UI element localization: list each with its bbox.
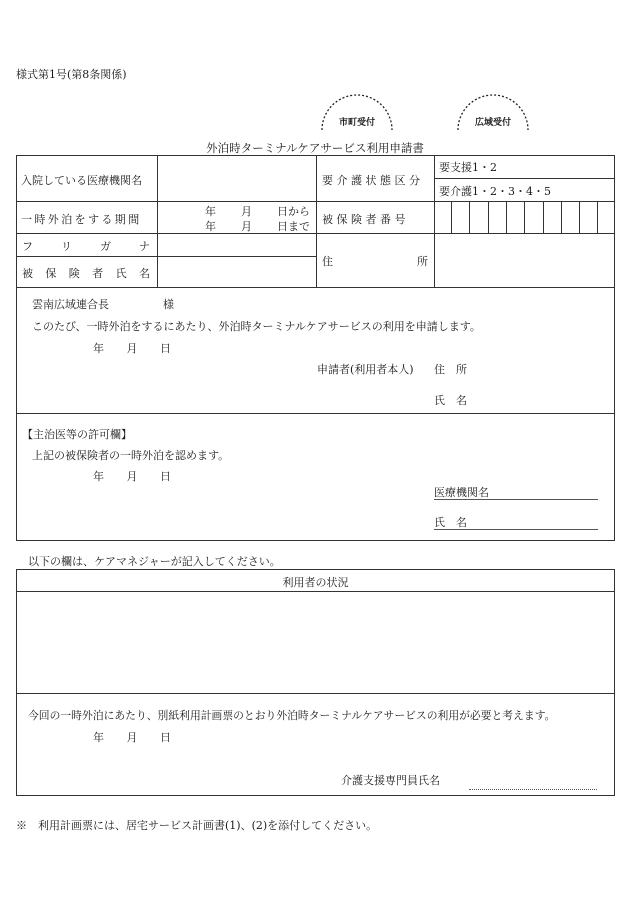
month-unit: 月 — [241, 205, 252, 218]
support-level-option[interactable]: 要支援1・2 — [439, 161, 497, 174]
union-reception-stamp — [454, 90, 532, 132]
honorific: 様 — [163, 298, 174, 311]
day-to-unit: 日まで — [277, 220, 310, 233]
month-unit: 月 — [126, 731, 138, 744]
day-unit: 日 — [160, 342, 171, 355]
period-from — [205, 203, 310, 219]
year-unit: 年 — [205, 205, 216, 218]
hospital-name-label: 入院している医療機関名 — [21, 174, 142, 187]
insured-name-label: 被 保 険 者 氏 名 — [22, 267, 150, 280]
month-unit: 月 — [241, 220, 252, 233]
furigana-label: フ リ ガ ナ — [22, 240, 150, 253]
care-specialist-name-field[interactable] — [469, 789, 597, 790]
city-reception-stamp — [318, 90, 396, 132]
application-date — [93, 340, 171, 356]
union-reception-label: 広域受付 — [474, 118, 511, 128]
doctor-permission-date — [93, 468, 171, 484]
day-unit: 日 — [160, 731, 171, 744]
address-label: 住 所 — [322, 255, 428, 268]
page-title: 外泊時ターミナルケアサービス利用申請書 — [206, 141, 424, 155]
city-reception-label: 市町受付 — [338, 118, 375, 128]
user-status-heading: 利用者の状況 — [282, 576, 349, 589]
doctor-name-field[interactable] — [434, 529, 598, 530]
doctor-permission-statement: 上記の被保険者の一時外泊を認めます。 — [32, 449, 230, 462]
care-specialist-label: 介護支援専門員氏名 — [341, 774, 440, 787]
month-unit: 月 — [126, 342, 138, 355]
care-manager-intro: 以下の欄は、ケアマネジャーが記入してください。 — [28, 555, 281, 568]
care-manager-date — [93, 729, 171, 745]
month-unit: 月 — [126, 470, 138, 483]
doctor-name-label: 氏 名 — [434, 516, 467, 529]
year-unit: 年 — [205, 220, 216, 233]
medical-institution-label: 医療機関名 — [434, 486, 489, 499]
applicant-address-label: 住 所 — [434, 363, 467, 376]
period-to — [205, 218, 310, 234]
day-unit: 日 — [160, 470, 171, 483]
footnote: ※ 利用計画票には、居宅サービス計画書(1)、(2)を添付してください。 — [16, 819, 378, 832]
insured-number-label: 被 保 険 者 番 号 — [322, 213, 406, 226]
care-level-option[interactable]: 要介護1・2・3・4・5 — [439, 185, 551, 198]
doctor-permission-heading: 【主治医等の許可欄】 — [22, 428, 132, 441]
application-statement: このたび、一時外泊をするにあたり、外泊時ターミナルケアサービスの利用を申請します。 — [32, 320, 481, 333]
applicant-label: 申請者(利用者本人) — [317, 363, 414, 376]
care-level-label: 要 介 護 状 態 区 分 — [322, 174, 420, 187]
addressee: 雲南広域連合長 — [32, 298, 109, 311]
applicant-name-label: 氏 名 — [434, 394, 467, 407]
user-status-field[interactable] — [17, 592, 614, 692]
medical-institution-field[interactable] — [434, 499, 598, 500]
year-unit: 年 — [93, 342, 104, 355]
year-unit: 年 — [93, 470, 104, 483]
stay-period-label: 一時外泊をする期間 — [21, 213, 142, 226]
care-manager-statement: 今回の一時外泊にあたり、別紙利用計画票のとおり外泊時ターミナルケアサービスの利用が必要と考えます。 — [28, 709, 556, 722]
day-from-unit: 日から — [277, 205, 310, 218]
year-unit: 年 — [93, 731, 104, 744]
form-number: 様式第1号(第8条関係) — [16, 68, 127, 81]
